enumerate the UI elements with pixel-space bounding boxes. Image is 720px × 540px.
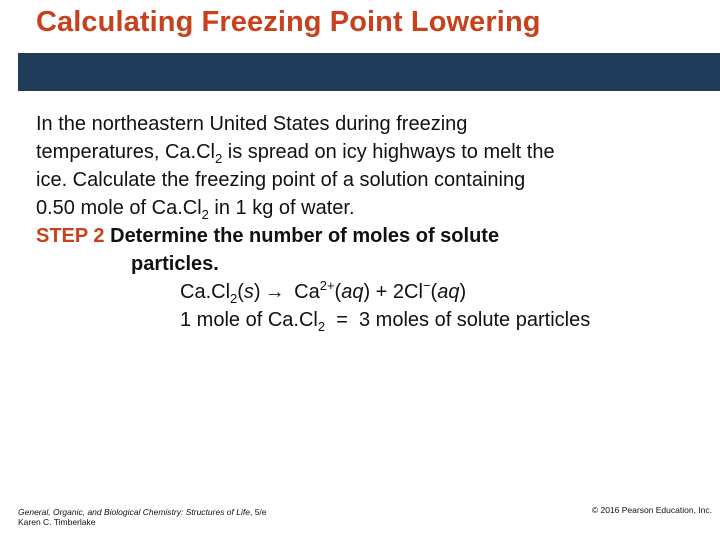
equiv-part: 1 mole of Ca.Cl	[180, 309, 318, 331]
step-continuation: particles.	[131, 253, 219, 275]
equiv-part: = 3 moles of solute particles	[325, 309, 591, 331]
reaction-arrow-icon: →	[264, 281, 285, 303]
paragraph-text: temperatures, Ca.Cl	[36, 141, 215, 163]
eq-part: Ca.Cl	[180, 281, 231, 303]
state-symbol: aq	[341, 281, 364, 303]
paragraph-line	[36, 110, 696, 138]
eq-part: Ca	[288, 281, 320, 303]
subscript: 2	[317, 319, 326, 334]
dissociation-equation	[36, 278, 696, 306]
paragraph-text: is spread on icy highways to melt the	[222, 141, 555, 163]
state-symbol: s	[243, 281, 254, 303]
step-label: STEP 2	[36, 225, 105, 247]
equivalence-statement	[36, 306, 696, 334]
step-text: Determine the number of moles of solute	[104, 225, 500, 247]
footer-citation	[18, 507, 267, 527]
footer-book-title: General, Organic, and Biological Chemistry: Structures of Life	[18, 507, 250, 517]
eq-part: ) + 2Cl	[363, 281, 423, 303]
superscript: −	[422, 278, 431, 293]
footer-book-line	[18, 507, 267, 517]
paragraph-text: 0.50 mole of Ca.Cl	[36, 197, 202, 219]
eq-part: (	[334, 281, 342, 303]
subscript: 2	[230, 291, 238, 306]
paragraph-line	[36, 138, 696, 166]
paragraph-text: in 1 kg of water.	[208, 197, 355, 219]
state-symbol: aq	[437, 281, 460, 303]
footer-edition: , 5/e	[249, 507, 267, 517]
paragraph-text: In the northeastern United States during freezing	[36, 113, 468, 135]
eq-part: (	[237, 281, 244, 303]
paragraph-line	[36, 166, 696, 194]
subscript: 2	[214, 151, 223, 166]
eq-part: )	[253, 281, 261, 303]
subscript: 2	[201, 207, 209, 222]
paragraph-text: ice. Calculate the freezing point of a solution containing	[36, 169, 526, 191]
slide-body	[36, 110, 696, 334]
paragraph-line	[36, 194, 696, 222]
eq-part: (	[430, 281, 438, 303]
header-band	[18, 53, 720, 91]
footer-author: Karen C. Timberlake	[18, 517, 96, 527]
slide-title: Calculating Freezing Point Lowering	[36, 6, 541, 38]
superscript: 2+	[319, 278, 335, 293]
step-heading	[36, 222, 696, 250]
footer-copyright: © 2016 Pearson Education, Inc.	[591, 505, 712, 515]
eq-part: )	[459, 281, 467, 303]
